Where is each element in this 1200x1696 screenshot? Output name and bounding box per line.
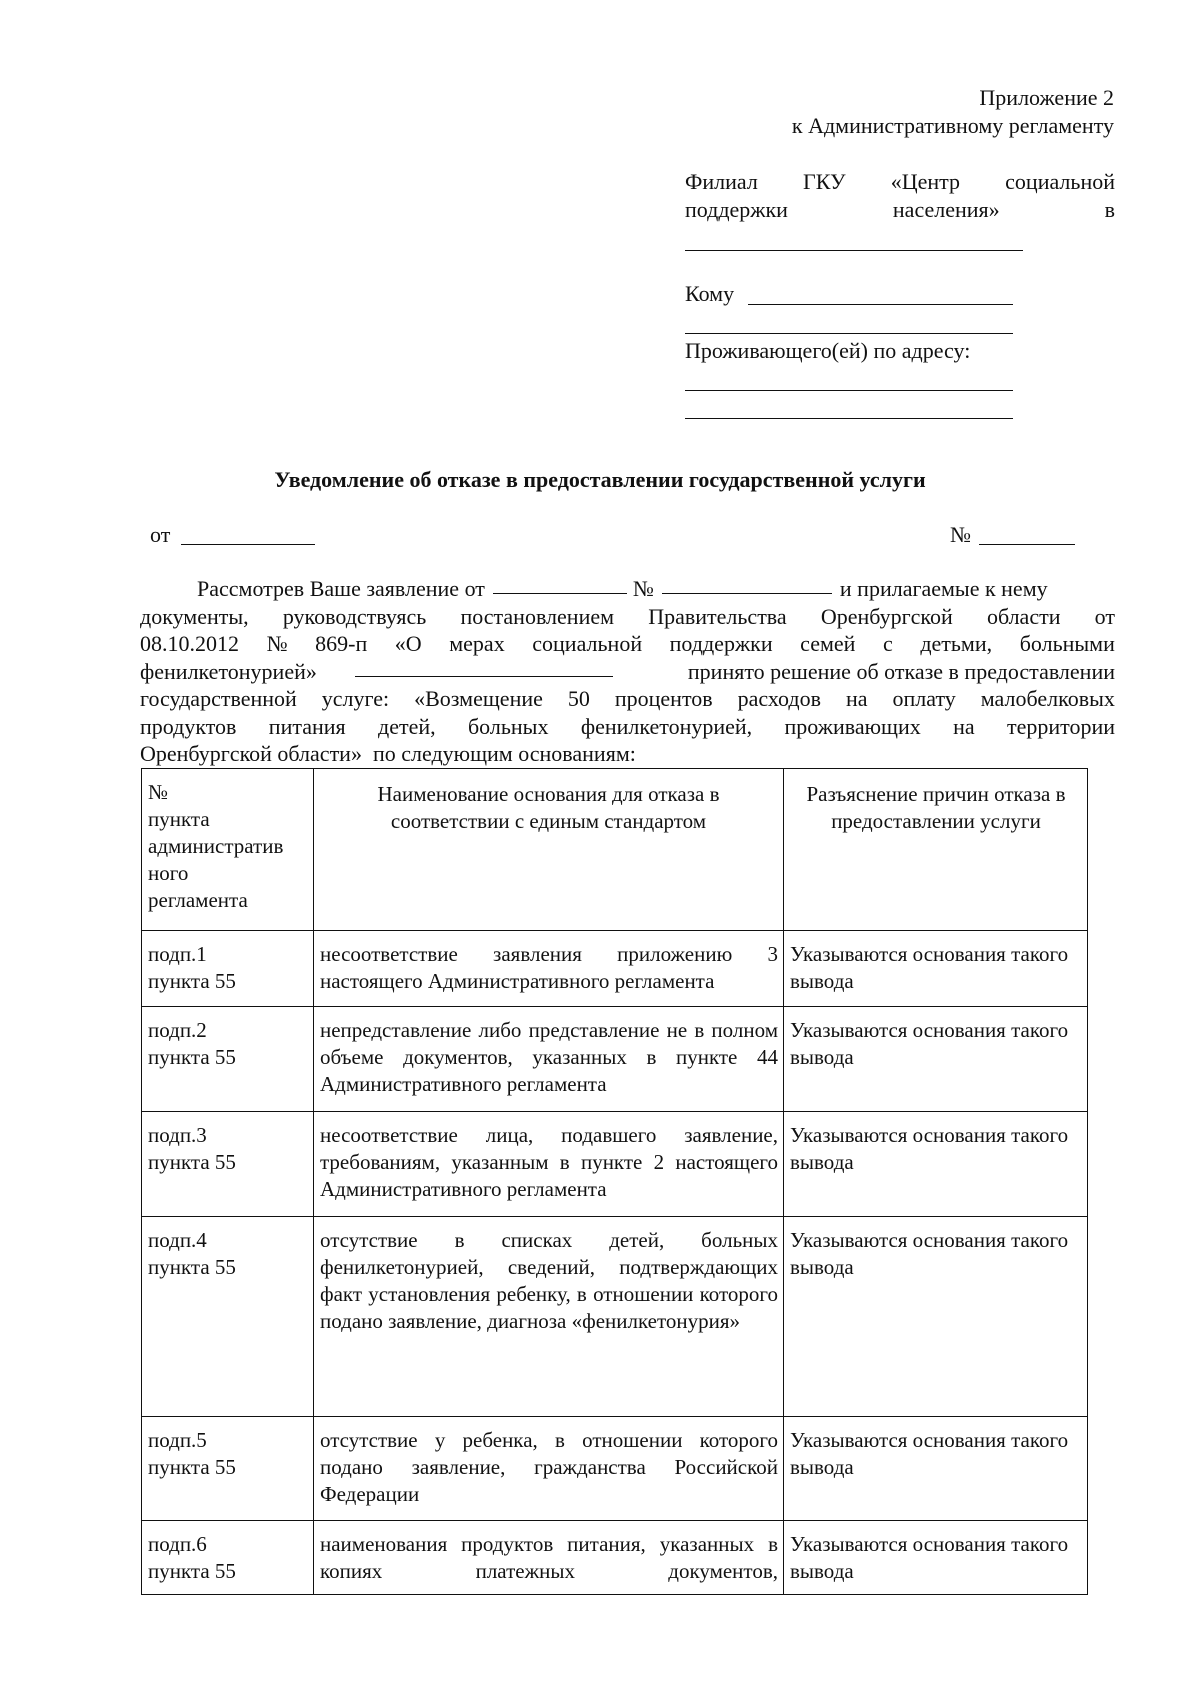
word: государственной	[140, 686, 297, 711]
to-blank[interactable]	[748, 304, 1013, 305]
clause-point: пункта 55	[148, 969, 236, 993]
body-line-2	[140, 603, 1115, 631]
reason-cell: несоответствие лица, подавшего заявление, требованиям, указанным в пункте 2 настоящего Административного регламента	[314, 1112, 784, 1217]
branch-line-2	[685, 196, 1115, 224]
branch-word: социальной	[1005, 169, 1115, 194]
word: процентов	[614, 686, 713, 711]
word: расходов	[737, 686, 821, 711]
clause-point: пункта 55	[148, 1150, 236, 1174]
reason-cell: отсутствие в списках детей, больных фенилкетонурией, сведений, подтверждающих факт установления ребенку, в отношении которого подано заявление, диагноза «фенилкетонурия»	[314, 1217, 784, 1417]
explanation-cell: Указываются основания такого вывода	[784, 1521, 1088, 1595]
word: больных	[467, 713, 549, 739]
word: больными	[1019, 631, 1115, 656]
body-line-3	[140, 630, 1115, 658]
authority-blank[interactable]	[355, 658, 613, 677]
table-row	[142, 1417, 1088, 1521]
clause-cell	[142, 1521, 314, 1595]
table-row	[142, 1217, 1088, 1417]
body-line-6	[140, 713, 1115, 741]
address-label: Проживающего(ей) по адресу:	[685, 338, 971, 363]
body-line-4	[140, 658, 1115, 686]
explanation-cell: Указываются основания такого вывода	[784, 1007, 1088, 1112]
to-label: Кому	[685, 281, 735, 306]
clause-sub: подп.1	[148, 942, 207, 966]
reason-cell: несоответствие заявления приложению 3 настоящего Административного регламента	[314, 931, 784, 1007]
address-blank-2[interactable]	[685, 418, 1013, 419]
word: 50	[567, 686, 590, 711]
header-reason: Наименование основания для отказа в соответствии с единым стандартом	[314, 769, 784, 931]
notice-title: Уведомление об отказе в предоставлении государственной услуги	[274, 467, 926, 492]
body-text: Оренбургской области» по следующим основаниям:	[140, 741, 636, 766]
clause-cell	[142, 1112, 314, 1217]
branch-line-1	[685, 168, 1115, 196]
application-number-blank[interactable]	[662, 575, 832, 594]
clause-cell	[142, 931, 314, 1007]
word: «О	[394, 631, 422, 656]
word: от	[1094, 603, 1115, 629]
body-paragraph	[140, 575, 1115, 768]
date-blank[interactable]	[181, 544, 315, 545]
word: мерах	[449, 631, 505, 656]
from-label: от	[150, 522, 171, 547]
word: на	[953, 713, 975, 739]
branch-word: ГКУ	[803, 169, 846, 194]
word: фенилкетонурией,	[580, 713, 753, 739]
word: продуктов	[140, 713, 237, 739]
word: поддержки	[669, 631, 773, 656]
clause-cell	[142, 1007, 314, 1112]
word: социальной	[532, 631, 643, 656]
clause-point: пункта 55	[148, 1255, 236, 1279]
word: 08.10.2012	[140, 631, 239, 656]
branch-name-blank[interactable]	[685, 250, 1023, 251]
word: №	[266, 631, 288, 656]
body-text: фенилкетонурией»	[140, 658, 317, 684]
word: постановлением	[460, 603, 615, 629]
word: области	[986, 603, 1061, 629]
word: руководствуясь	[282, 603, 427, 629]
word: детей,	[378, 713, 436, 739]
explanation-cell: Указываются основания такого вывода	[784, 1112, 1088, 1217]
explanation-cell: Указываются основания такого вывода	[784, 1417, 1088, 1521]
clause-point: пункта 55	[148, 1045, 236, 1069]
body-text: №	[632, 576, 654, 601]
appendix-subtitle: к Административному регламенту	[791, 113, 1114, 138]
body-line-1	[140, 575, 1115, 603]
explanation-cell: Указываются основания такого вывода	[784, 931, 1088, 1007]
clause-cell	[142, 1217, 314, 1417]
address-blank-1[interactable]	[685, 390, 1013, 391]
clause-sub: подп.6	[148, 1532, 207, 1556]
header-clause: № пункта административ ного регламента	[142, 769, 314, 931]
clause-cell	[142, 1417, 314, 1521]
branch-word: «Центр	[890, 169, 960, 194]
reason-cell: отсутствие у ребенка, в отношении которого подано заявление, гражданства Российской Федерации	[314, 1417, 784, 1521]
word: Правительства	[648, 603, 787, 629]
table-row	[142, 1007, 1088, 1112]
table-header-row	[142, 769, 1088, 931]
word: услуге:	[321, 686, 390, 711]
clause-sub: подп.3	[148, 1123, 207, 1147]
word: территории	[1006, 713, 1115, 739]
to-blank-2[interactable]	[685, 333, 1013, 334]
clause-point: пункта 55	[148, 1559, 236, 1583]
word: малобелковых	[980, 686, 1115, 711]
word: оплату	[892, 686, 956, 711]
application-date-blank[interactable]	[493, 575, 627, 594]
branch-word: поддержки	[685, 197, 788, 222]
reason-cell: непредставление либо представление не в полном объеме документов, указанных в пункте 44 Административного регламента	[314, 1007, 784, 1112]
appendix-title: Приложение 2	[979, 85, 1114, 110]
word: документы,	[140, 603, 249, 629]
word: на	[845, 686, 868, 711]
word: детьми,	[920, 631, 993, 656]
word: питания	[268, 713, 346, 739]
clause-point: пункта 55	[148, 1455, 236, 1479]
body-line-7	[140, 740, 1115, 768]
branch-word: в	[1104, 197, 1115, 222]
body-text: принято решение об отказе в предоставлении	[687, 658, 1115, 684]
reason-cell: наименования продуктов питания, указанных в копиях платежных документов,	[314, 1521, 784, 1595]
word: проживающих	[784, 713, 921, 739]
branch-word: населения»	[892, 197, 1000, 222]
clause-sub: подп.5	[148, 1428, 207, 1452]
table-row	[142, 1521, 1088, 1595]
table-row	[142, 1112, 1088, 1217]
explanation-cell: Указываются основания такого вывода	[784, 1217, 1088, 1417]
number-label: №	[950, 522, 971, 547]
body-text: Рассмотрев Ваше заявление от	[197, 576, 485, 601]
word: «Возмещение	[414, 686, 543, 711]
word: Оренбургской	[820, 603, 953, 629]
branch-word: Филиал	[685, 169, 758, 194]
header-explanation: Разъяснение причин отказа в предоставлении услуги	[784, 769, 1088, 931]
refusal-reasons-table	[141, 768, 1088, 1595]
word: с	[883, 631, 893, 656]
clause-sub: подп.4	[148, 1228, 207, 1252]
word: семей	[800, 631, 856, 656]
number-blank[interactable]	[979, 544, 1075, 545]
clause-sub: подп.2	[148, 1018, 207, 1042]
body-line-5	[140, 685, 1115, 713]
table-row	[142, 931, 1088, 1007]
body-text: и прилагаемые к нему	[839, 576, 1048, 601]
word: 869-п	[315, 631, 368, 656]
